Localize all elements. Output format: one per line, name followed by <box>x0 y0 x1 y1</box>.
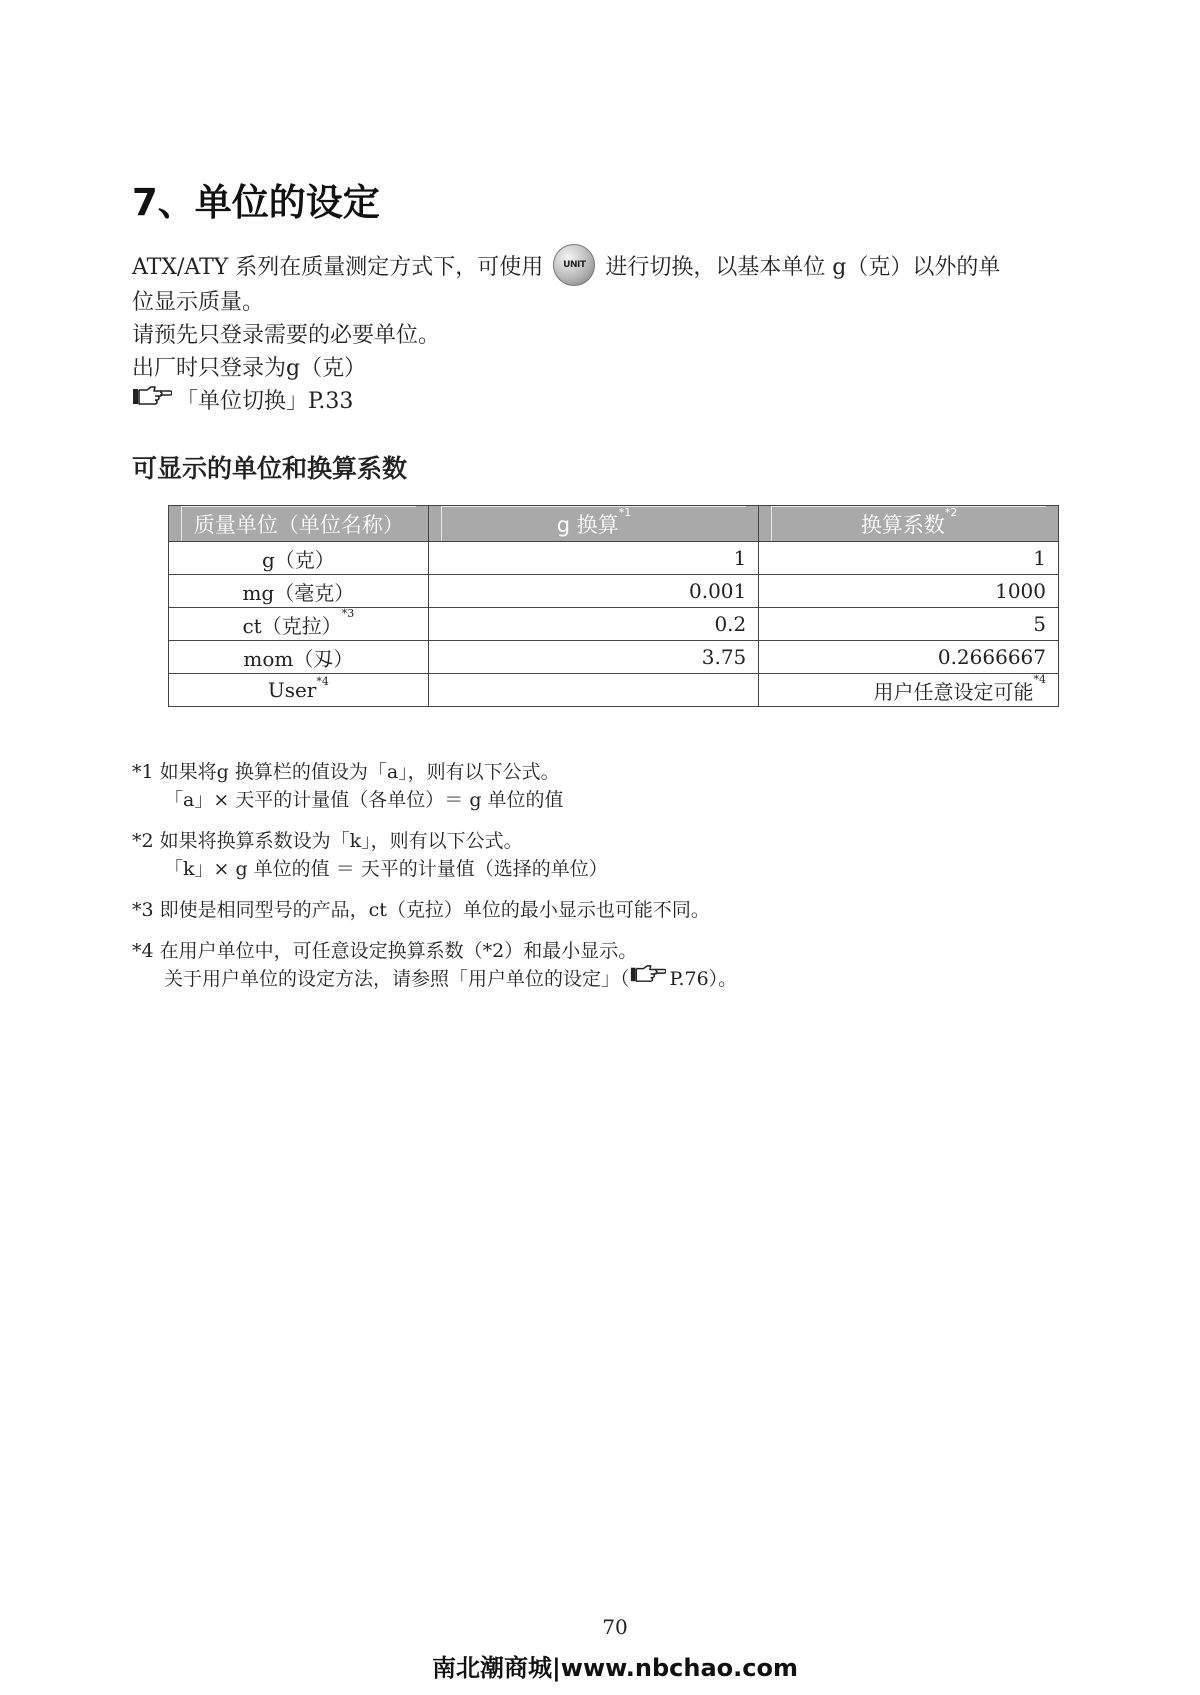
cell-factor: 0.2666667 <box>759 641 1059 674</box>
unit-key-icon: UNIT <box>553 244 595 286</box>
footnote-4-reference[interactable]: 关于用户单位的设定方法，请参照「用户单位的设定」（ P.76）。 <box>132 965 1092 993</box>
cell-factor: 用户任意设定可能$^{*4}$ <box>759 674 1059 707</box>
intro-line-3: 请预先只登录需要的必要单位。 <box>132 323 441 348</box>
header-factor: 换算系数$^{*2}$ <box>759 506 1059 542</box>
footnote-4: *4 在用户单位中，可任意设定换算系数（*2）和最小显示。 关于用户单位的设定方法，请参照「用户单位的设定」（ P.76）。 <box>132 937 1092 993</box>
table-header-row <box>169 506 1059 542</box>
footnote-1: *1 如果将g 换算栏的值设为「a」，则有以下公式。 「a」× 天平的计量值（各单位）＝ g 单位的值 <box>132 761 564 811</box>
footnotes <box>132 758 1092 1006</box>
cell-factor: 1 <box>759 542 1059 575</box>
intro-line-2: 位显示质量。 <box>132 290 265 315</box>
table-row <box>169 608 1059 641</box>
footnote-2: *2 如果将换算系数设为「k」，则有以下公式。 「k」× g 单位的值 ＝ 天平的计量值（选择的单位） <box>132 830 608 880</box>
intro-line-4: 出厂时只登录为g（克） <box>132 356 367 381</box>
cell-g <box>428 674 759 707</box>
intro-text <box>132 250 1092 418</box>
cell-factor: 1000 <box>759 575 1059 608</box>
cell-unit: mg（毫克） <box>169 575 429 608</box>
cell-unit: g（克） <box>169 542 429 575</box>
cell-unit: User$^{*4}$ <box>169 674 429 707</box>
cell-g: 0.001 <box>428 575 759 608</box>
table-row <box>169 674 1059 707</box>
cell-g: 3.75 <box>428 641 759 674</box>
pointing-hand-icon <box>630 964 666 992</box>
page-number: 70 <box>602 1615 628 1639</box>
reference-link[interactable]: 「单位切换」P.33 <box>132 385 1092 418</box>
header-g-conversion: g 换算$^{*1}$ <box>428 506 759 542</box>
table-row <box>169 575 1059 608</box>
cell-g: 0.2 <box>428 608 759 641</box>
page-title: 7、单位的设定 <box>132 181 380 224</box>
table-row <box>169 641 1059 674</box>
site-watermark: 南北潮商城|www.nbchao.com <box>432 1654 798 1682</box>
table-row <box>169 542 1059 575</box>
section-title: 可显示的单位和换算系数 <box>132 454 408 483</box>
header-unit: 质量单位（单位名称） <box>169 506 429 542</box>
footnote-3: *3 即使是相同型号的产品，ct（克拉）单位的最小显示也可能不同。 <box>132 899 710 921</box>
cell-unit: mom（刄） <box>169 641 429 674</box>
unit-conversion-table <box>168 505 1059 707</box>
cell-unit: ct（克拉）$^{*3}$ <box>169 608 429 641</box>
cell-factor: 5 <box>759 608 1059 641</box>
cell-g: 1 <box>428 542 759 575</box>
pointing-hand-icon <box>132 384 172 417</box>
intro-line-1: ATX/ATY 系列在质量测定方式下，可使用 UNIT 进行切换，以基本单位 g（克）以外的单 <box>132 250 1092 286</box>
